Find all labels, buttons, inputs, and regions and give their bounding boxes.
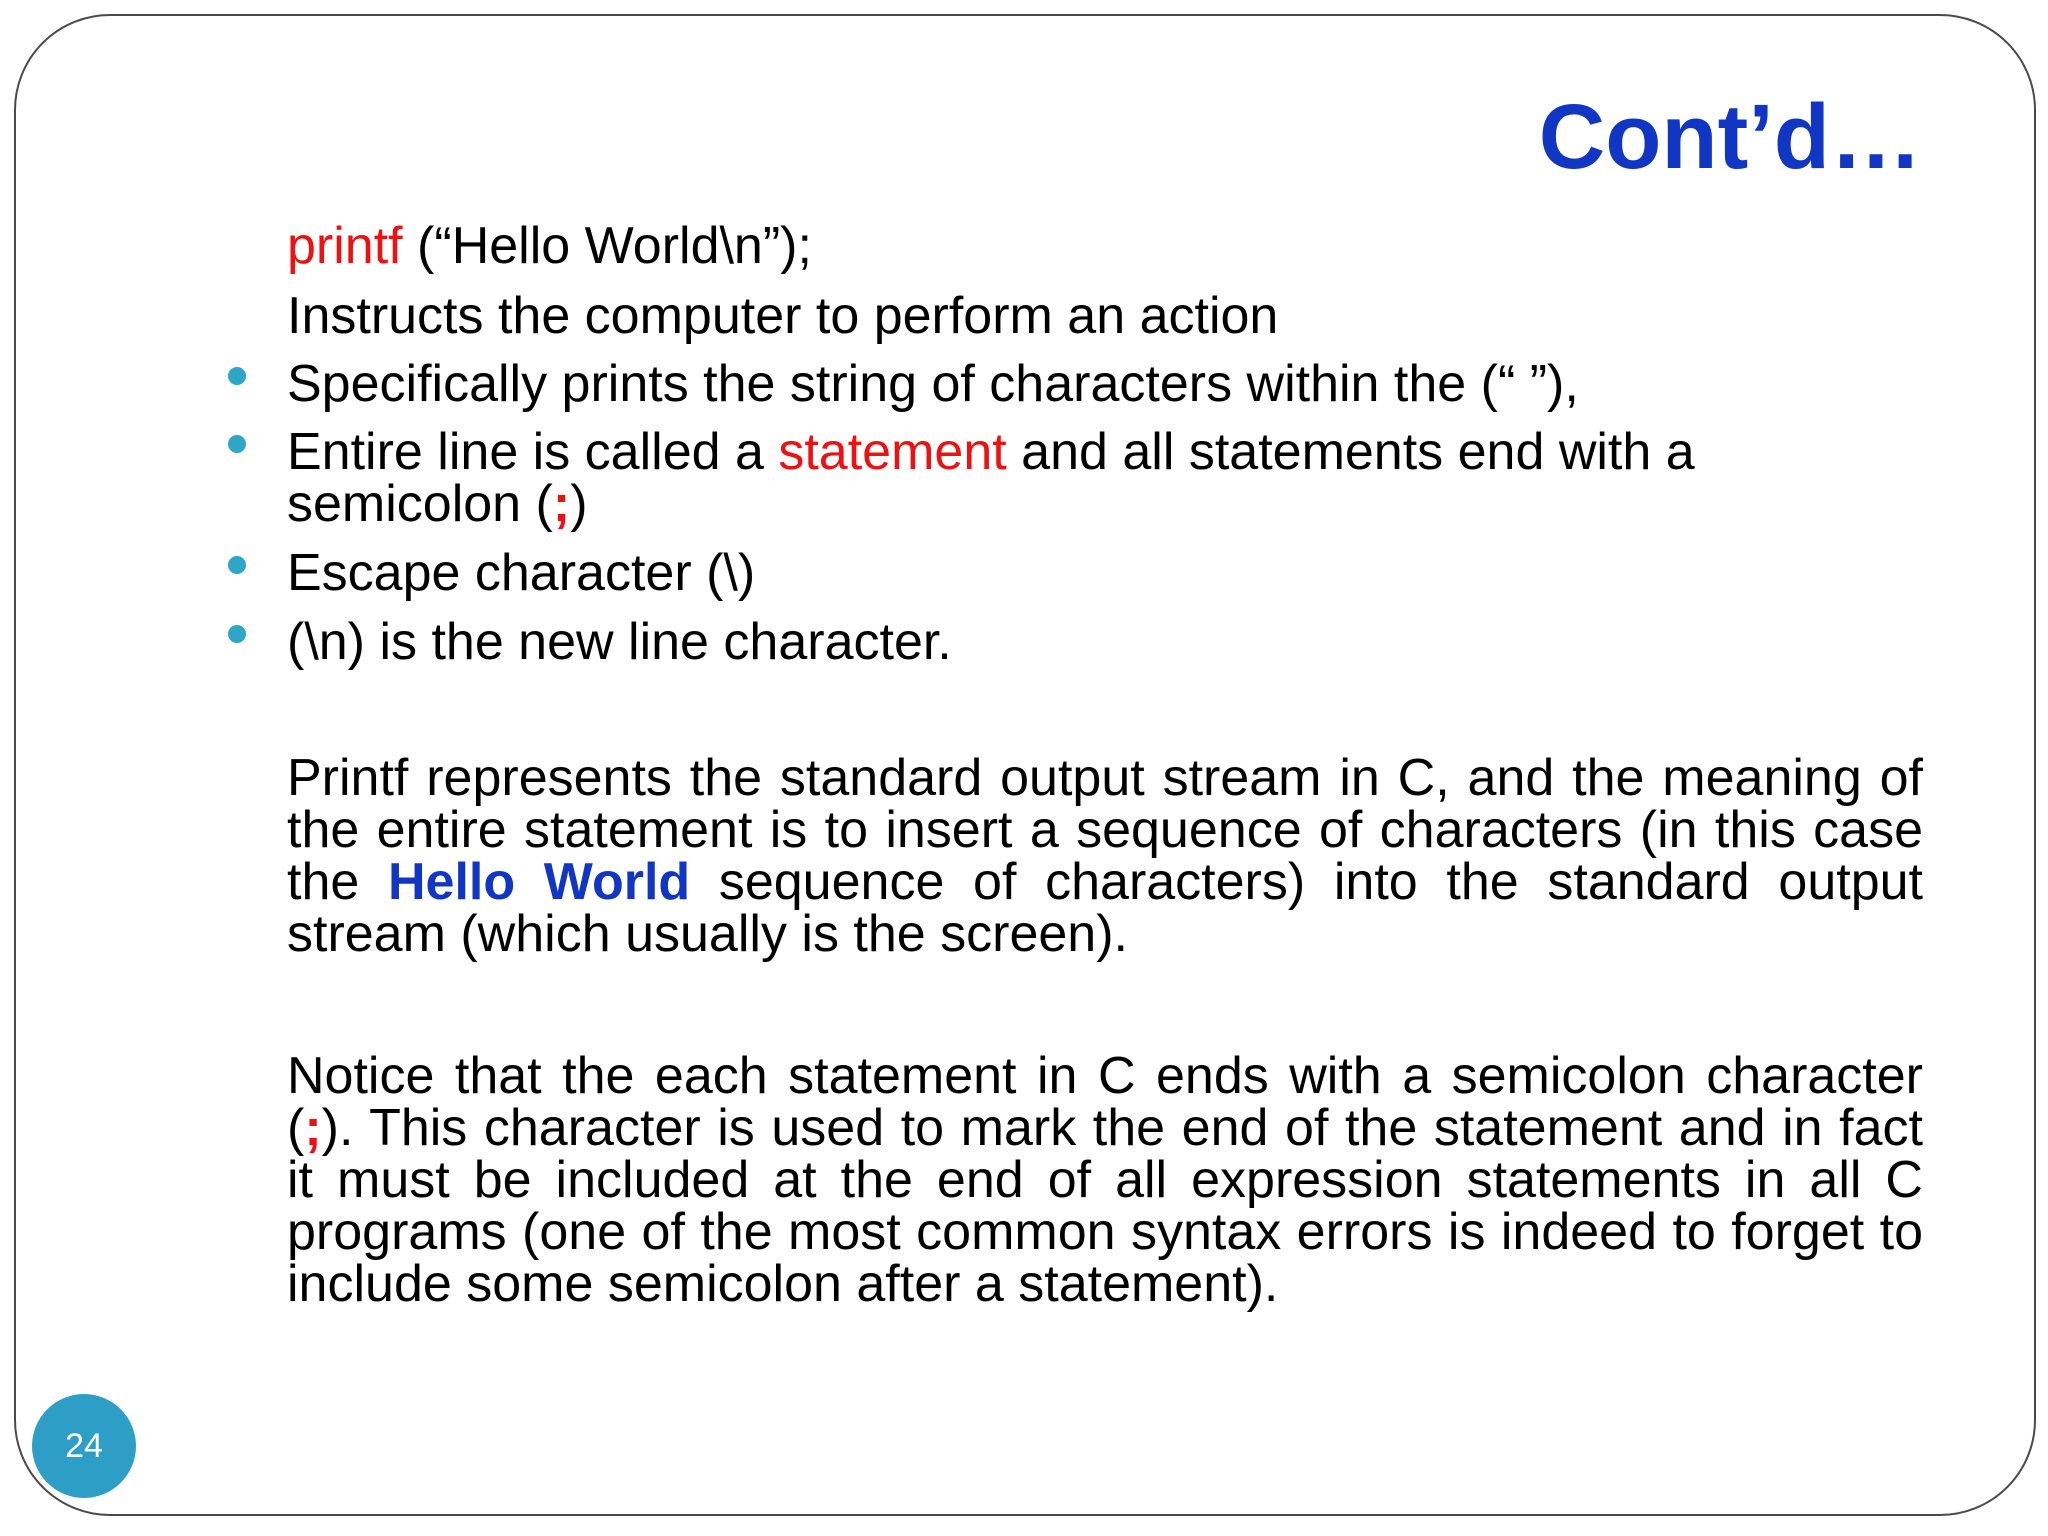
paragraph-2-part1: Notice that the each statement in C ends with a semicolon character (: [287, 1047, 1923, 1157]
intro-line: Instructs the computer to perform an action: [287, 287, 1279, 345]
bullet-2-line2-suffix: ): [570, 475, 588, 533]
bullet-dot-2: [228, 435, 246, 453]
code-line: [287, 217, 812, 275]
bullet-text-2-line1: [287, 423, 1695, 481]
paragraph-1-part1: Printf represents the standard output stream in C, and the meaning of the entire statement is to insert a sequence of characters (in this case the: [287, 749, 1923, 911]
bullet-text-4: (\n) is the new line character.: [287, 613, 952, 671]
bullet-dot-3: [228, 556, 246, 574]
bullet-dot-4: [228, 625, 246, 643]
paragraph-printf: [287, 749, 1923, 963]
statement-highlight: statement: [778, 423, 1007, 481]
bullet-2-line2-prefix: semicolon (: [287, 475, 553, 533]
bullet-text-3: Escape character (\): [287, 544, 756, 602]
paragraph-1-part2: sequence of characters) into the standard output stream (which usually is the screen).: [287, 853, 1923, 963]
bullet-2-part1: Entire line is called a: [287, 423, 779, 481]
hello-world-highlight: Hello World: [387, 853, 691, 911]
bullet-text-2-line2: [287, 475, 588, 533]
paragraph-semicolon: [287, 1047, 1923, 1313]
paragraph-2-semicolon: ;: [304, 1099, 322, 1157]
bullet-2-part2: and all statements end with a: [1006, 423, 1695, 481]
code-keyword: printf: [287, 217, 403, 275]
bullet-text-1: Specifically prints the string of characters within the (“ ”),: [287, 355, 1579, 413]
semicolon-highlight: ;: [552, 475, 571, 533]
paragraph-2-part2: ). This character is used to mark the end of the statement and in fact it must be included at the end of all expression statements in all C programs (one of the most common syntax errors is indeed to forget to include some semicolon after a statement).: [287, 1099, 1923, 1313]
slide-title: Cont’d…: [1538, 86, 1922, 188]
bullet-dot-1: [228, 367, 246, 385]
code-rest: (“Hello World\n”);: [402, 217, 812, 275]
page-number-badge: 24: [32, 1394, 136, 1498]
